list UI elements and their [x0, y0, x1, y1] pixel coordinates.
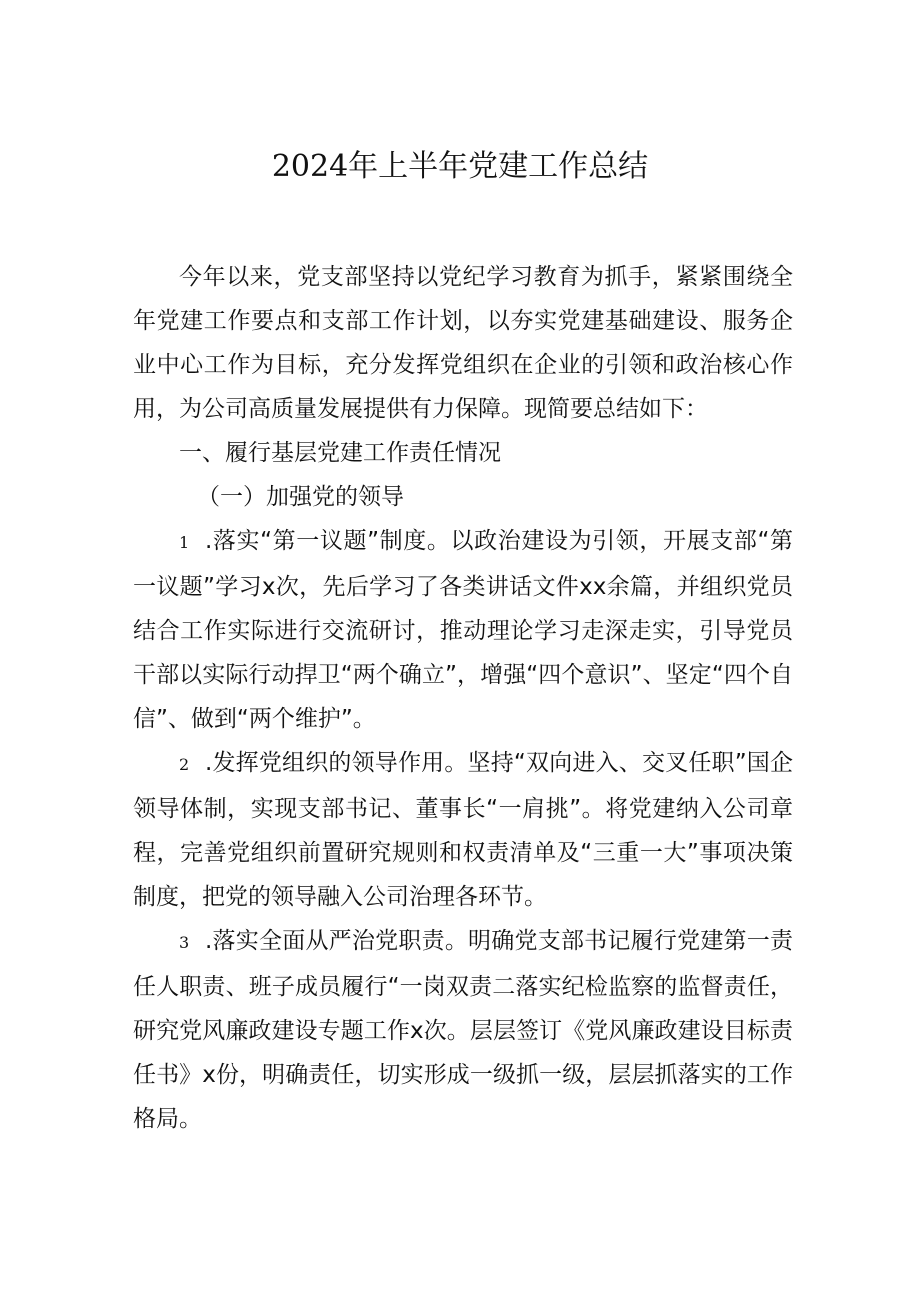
item-number: 3	[179, 933, 190, 952]
document-title: 2024年上半年党建工作总结	[271, 149, 649, 184]
item-number: 2	[179, 755, 190, 774]
document-body	[133, 255, 793, 1141]
item-number: 1	[179, 533, 190, 552]
item-text: .发挥党组织的领导作用。坚持“双向进入、交叉任职”国企领导体制，实现支部书记、董事长“一肩挑”。将党建纳入公司章程，完善党组织前置研究规则和权责清单及“三重一大”事项决策制度，把党的领导融入公司治理各环节。	[133, 750, 793, 910]
list-item	[133, 919, 793, 1141]
intro-paragraph: 今年以来，党支部坚持以党纪学习教育为抓手，紧紧围绕全年党建工作要点和支部工作计划，以夯实党建基础建设、服务企业中心工作为目标，充分发挥党组织在企业的引领和政治核心作用，为公司高质量发展提供有力保障。现简要总结如下：	[133, 264, 793, 422]
list-item	[133, 519, 793, 741]
item-text: .落实“第一议题”制度。以政治建设为引领，开展支部“第一议题”学习x次，先后学习了各类讲话文件xx余篇，并组织党员结合工作实际进行交流研讨，推动理论学习走深走实，引导党员干部以实际行动捍卫“两个确立”，增强“四个意识”、坚定“四个自信”、做到“两个维护”。	[133, 528, 793, 732]
subsection-heading: （一）加强党的领导	[197, 484, 404, 510]
item-text: .落实全面从严治党职责。明确党支部书记履行党建第一责任人职责、班子成员履行“一岗双责二落实纪检监察的监督责任，研究党风廉政建设专题工作x次。层层签订《党风廉政建设目标责任书》x份，明确责任，切实形成一级抓一级，层层抓落实的工作格局。	[133, 928, 793, 1132]
section-heading: 一、履行基层党建工作责任情况	[179, 440, 501, 466]
list-item	[133, 741, 793, 919]
